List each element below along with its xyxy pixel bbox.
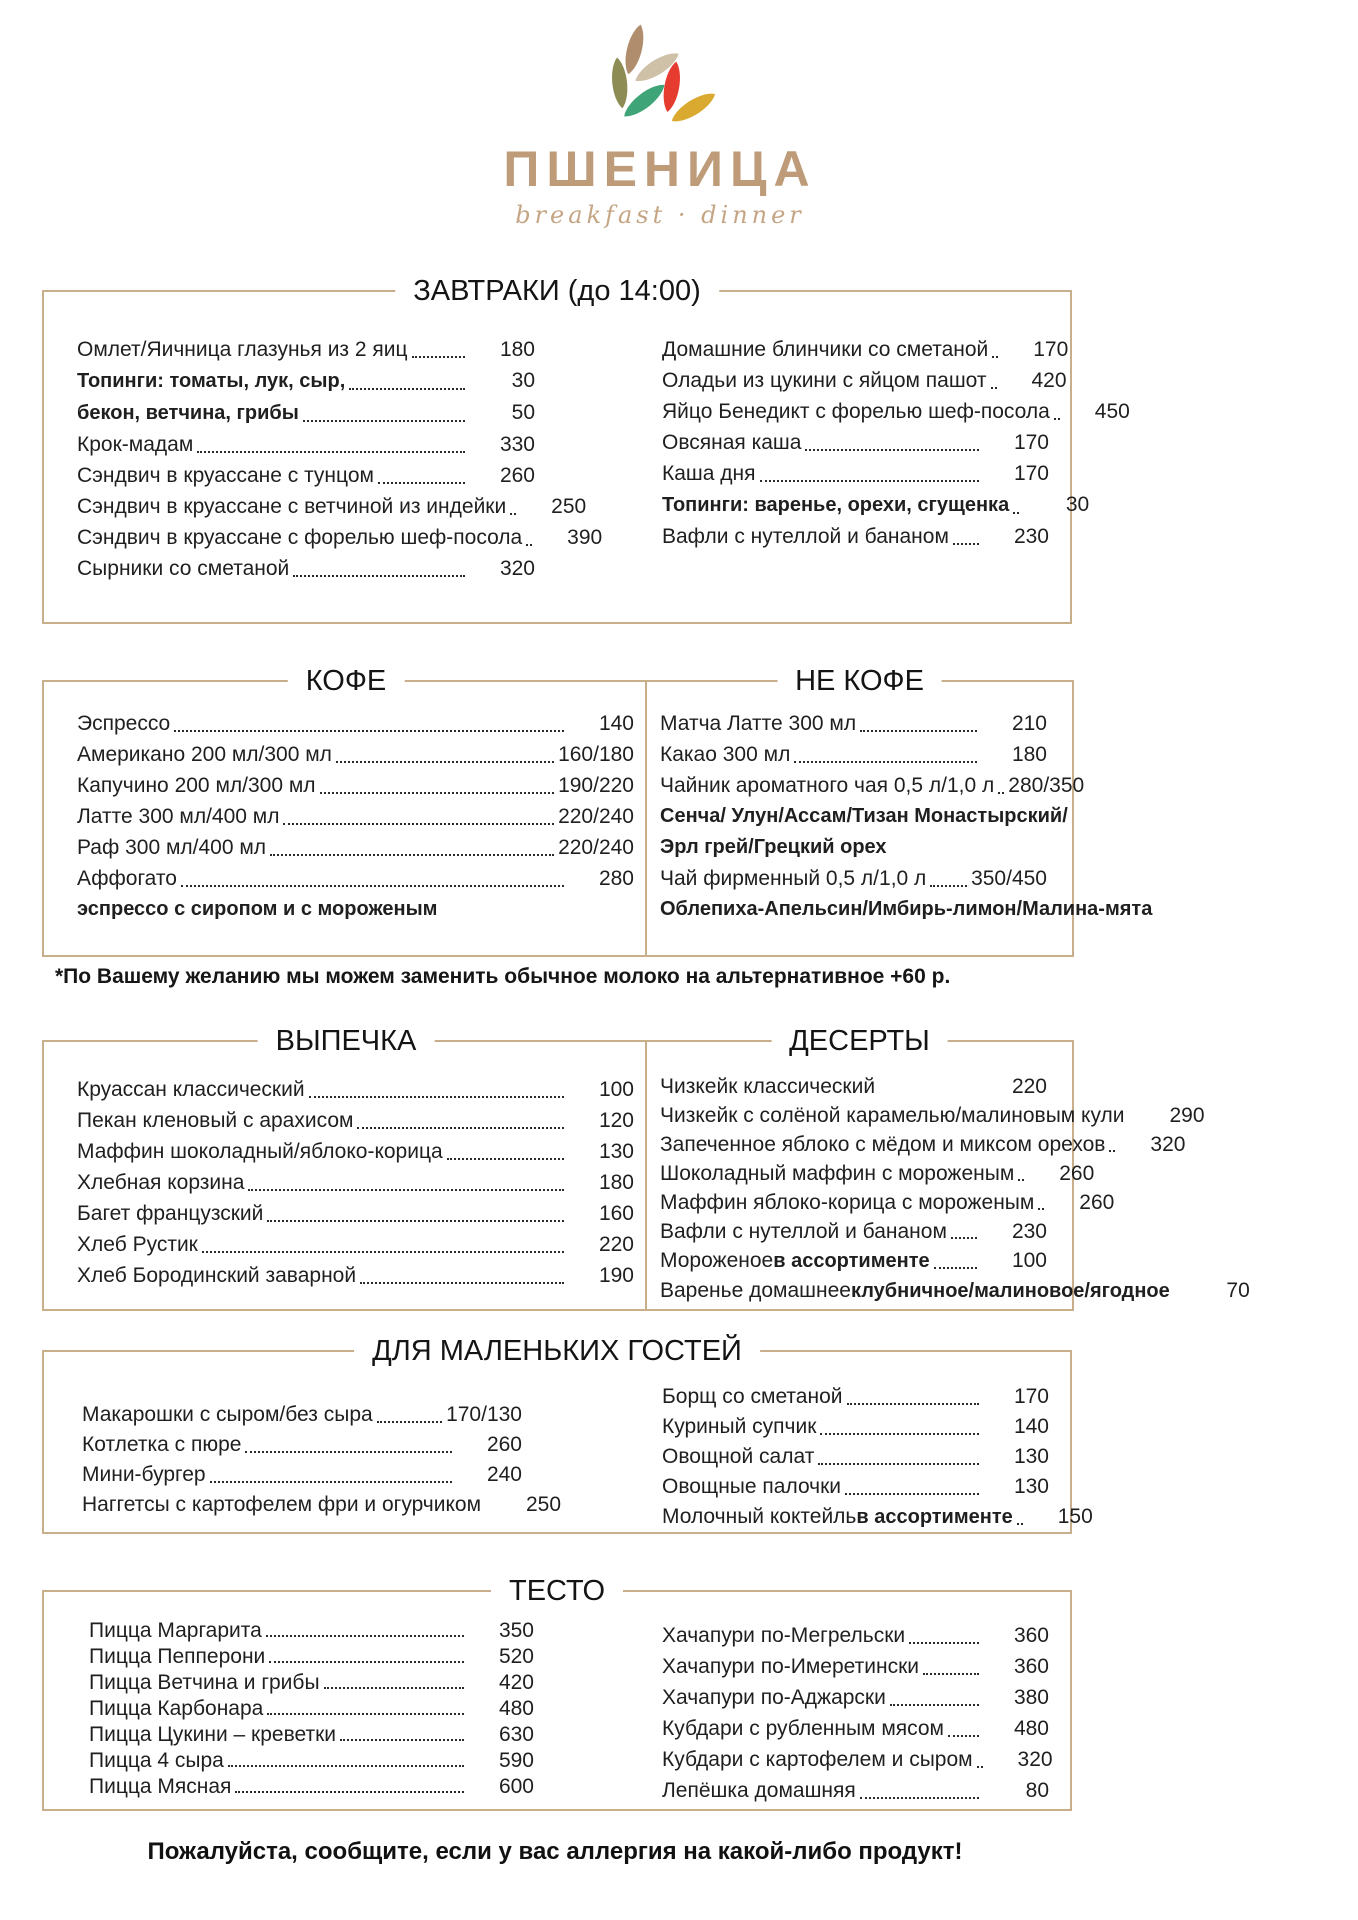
desserts-items: [647, 1042, 1250, 1306]
item-name: Овсяная каша: [662, 431, 802, 454]
section-title-kids: ДЛЯ МАЛЕНЬКИХ ГОСТЕЙ: [354, 1331, 760, 1371]
item-name: Каша дня: [662, 462, 756, 485]
item-name: Чайник ароматного чая 0,5 л/1,0 л: [660, 774, 995, 797]
item-name: Хлеб Бородинский заварной: [77, 1264, 357, 1287]
dot-leader: [228, 1765, 464, 1767]
item-name: Пицца Цукини – креветки: [89, 1723, 337, 1746]
item-name: Сэндвич в круассане с ветчиной из индейки: [77, 495, 507, 518]
menu-item-row: [77, 1229, 634, 1260]
menu-item-row: [662, 1744, 1053, 1775]
menu-item-row: [77, 1105, 634, 1136]
item-name: Капучино 200 мл/300 мл: [77, 774, 316, 797]
item-name: Американо 200 мл/300 мл: [77, 743, 332, 766]
item-price: 380: [1013, 1686, 1049, 1709]
item-price: 120: [598, 1109, 634, 1132]
menu-item-row: [77, 1074, 634, 1105]
menu-item-row: [82, 1460, 522, 1490]
menu-item-row: [77, 1260, 634, 1291]
item-name: Хлебная корзина: [77, 1171, 245, 1194]
item-price: 240: [486, 1463, 522, 1486]
menu-item-row: [77, 832, 634, 863]
item-name: Хлеб Рустик: [77, 1233, 198, 1256]
section-title-coffee: КОФЕ: [288, 661, 405, 701]
item-price: 30: [1065, 493, 1090, 516]
item-price: 160: [598, 1202, 634, 1225]
breakfast-right-column: [662, 334, 1130, 552]
item-name-bold: клубничное/малиновое/ягодное: [850, 1280, 1170, 1302]
item-name: Сырники со сметаной: [77, 557, 290, 580]
dot-leader: [336, 761, 554, 763]
item-price: 130: [1013, 1445, 1049, 1468]
menu-item-row: [660, 832, 1047, 863]
item-price: 350: [498, 1619, 534, 1642]
item-name: Оладьи из цукини с яйцом пашот: [662, 369, 987, 392]
dot-leader: [283, 823, 554, 825]
item-price: 220/240: [558, 805, 634, 828]
dot-leader: [181, 885, 564, 887]
item-name: Котлетка с пюре: [82, 1433, 242, 1456]
dot-leader: [349, 388, 465, 390]
menu-item-row: [77, 1198, 634, 1229]
leaf-icon: [621, 23, 648, 76]
dot-leader: [235, 1791, 464, 1793]
logo: [0, 22, 1320, 228]
menu-item-row: [89, 1696, 534, 1722]
item-price: 480: [1013, 1717, 1049, 1740]
item-name: Какао 300 мл: [660, 743, 791, 766]
item-price: 320: [1017, 1748, 1053, 1771]
dot-leader: [805, 449, 979, 451]
menu-item-row: [662, 365, 1067, 396]
item-price: 230: [1011, 1220, 1047, 1243]
item-price: 360: [1013, 1624, 1049, 1647]
menu-item-row: [662, 1682, 1049, 1713]
menu-item-row: [89, 1748, 534, 1774]
item-price: 260: [486, 1433, 522, 1456]
section-title-bakery: ВЫПЕЧКА: [258, 1021, 435, 1061]
menu-item-row: [77, 770, 634, 801]
menu-item-row: [77, 553, 535, 584]
menu-item-row: [660, 708, 1047, 739]
item-name: Пицца Маргарита: [89, 1619, 262, 1642]
dot-leader: [930, 885, 967, 887]
dot-leader: [845, 1493, 979, 1495]
item-name: Чизкейк классический: [660, 1075, 876, 1098]
menu-item-row: [77, 460, 535, 491]
dot-leader: [447, 1158, 564, 1160]
menu-item-row: [660, 1101, 1205, 1130]
dot-leader: [992, 356, 998, 358]
dot-leader: [951, 1237, 977, 1239]
item-price: 280/350: [1008, 774, 1085, 797]
allergy-warning: Пожалуйста, сообщите, если у вас аллергия на какой-либо продукт!: [147, 1838, 963, 1865]
item-name: Домашние блинчики со сметаной: [662, 338, 989, 361]
dot-leader: [269, 1661, 464, 1663]
section-breakfast: [42, 275, 1130, 624]
item-name: Сэндвич в круассане с форелью шеф-посола: [77, 526, 523, 549]
menu-item-row: [77, 334, 535, 365]
menu-item-row: [77, 491, 587, 522]
item-name-bold: Облепиха-Апельсин/Имбирь-лимон/Малина-мята: [660, 898, 1153, 920]
item-name: Сэндвич в круассане с тунцом: [77, 464, 374, 487]
dot-leader: [174, 730, 564, 732]
dot-leader: [760, 480, 980, 482]
dot-leader: [1017, 1523, 1023, 1525]
menu-item-row: [660, 1159, 1095, 1188]
bakery-items: [44, 1042, 648, 1291]
item-name: Мороженое: [660, 1249, 774, 1272]
menu-item-row: [662, 1775, 1049, 1806]
item-name: Овощные палочки: [662, 1475, 842, 1498]
kids-left-column: [82, 1400, 562, 1520]
menu-item-row: [89, 1670, 534, 1696]
item-price: 420: [1031, 369, 1067, 392]
dot-leader: [267, 1713, 464, 1715]
item-name: Маффин яблоко-корица с мороженым: [660, 1191, 1035, 1214]
item-name: Хачапури по-Аджарски: [662, 1686, 886, 1709]
section-coffee: [42, 665, 650, 957]
item-price: 480: [498, 1697, 534, 1720]
menu-item-row: [662, 489, 1090, 521]
restaurant-name: ПШЕНИЦА: [503, 141, 817, 197]
item-price: 330: [499, 433, 535, 456]
milk-substitute-note: *По Вашему желанию мы можем заменить обычное молоко на альтернативное +60 р.: [55, 965, 951, 988]
item-name: Раф 300 мл/400 мл: [77, 836, 267, 859]
item-price: 320: [499, 557, 535, 580]
section-desserts: [645, 1025, 1250, 1311]
item-price: 230: [1013, 525, 1049, 548]
dot-leader: [860, 730, 977, 732]
item-price: 220: [598, 1233, 634, 1256]
menu-item-row: [77, 708, 634, 739]
item-name: Хачапури по-Мегрельски: [662, 1624, 906, 1647]
item-name: Круассан классический: [77, 1078, 305, 1101]
dot-leader: [998, 792, 1004, 794]
menu-item-row: [662, 334, 1069, 365]
item-name-bold: Топинги: томаты, лук, сыр,: [77, 370, 346, 392]
dot-leader: [377, 1421, 442, 1423]
item-price: 520: [498, 1645, 534, 1668]
section-title-desserts: ДЕСЕРТЫ: [771, 1021, 948, 1061]
dot-leader: [948, 1735, 979, 1737]
item-price: 130: [1013, 1475, 1049, 1498]
dot-leader: [320, 792, 555, 794]
item-name: Латте 300 мл/400 мл: [77, 805, 280, 828]
dot-leader: [1109, 1150, 1115, 1152]
menu-item-row: [662, 1713, 1049, 1744]
item-name: Лепёшка домашняя: [662, 1779, 856, 1802]
menu-item-row: [662, 1382, 1049, 1412]
item-price: 360: [1013, 1655, 1049, 1678]
dough-left-column: [89, 1618, 534, 1800]
item-name: Борщ со сметаной: [662, 1385, 843, 1408]
menu-item-row: [662, 1502, 1093, 1532]
item-price: 260: [1059, 1162, 1095, 1185]
item-name-bold: Сенча/ Улун/Ассам/Тизан Монастырский/: [660, 805, 1068, 827]
item-price: 600: [498, 1775, 534, 1798]
dot-leader: [526, 544, 532, 546]
item-name: Крок-мадам: [77, 433, 194, 456]
menu-item-row: [660, 801, 1068, 832]
item-price: 50: [511, 401, 535, 424]
item-name: Яйцо Бенедикт с форелью шеф-посола: [662, 400, 1050, 423]
dot-leader: [266, 1635, 464, 1637]
menu-item-row: [662, 1412, 1049, 1442]
item-price: 170: [1013, 462, 1049, 485]
dot-leader: [303, 420, 465, 422]
dot-leader: [293, 575, 465, 577]
breakfast-left-column: [77, 334, 603, 584]
menu-item-row: [77, 894, 634, 925]
item-name: Макарошки с сыром/без сыра: [82, 1403, 373, 1426]
menu-item-row: [662, 1651, 1049, 1682]
item-name-bold: Эрл грей/Грецкий орех: [660, 836, 887, 858]
menu-item-row: [77, 1136, 634, 1167]
dot-leader: [1013, 512, 1019, 514]
item-price: 130: [598, 1140, 634, 1163]
dot-leader: [202, 1251, 564, 1253]
menu-item-row: [660, 1246, 1047, 1276]
section-kids: [42, 1335, 1093, 1534]
menu-item-row: [662, 396, 1130, 427]
item-price: 260: [1079, 1191, 1115, 1214]
item-name: Наггетсы с картофелем фри и огурчиком: [82, 1493, 482, 1516]
item-name-bold: Топинги: варенье, орехи, сгущенка: [662, 494, 1010, 516]
menu-item-row: [662, 1620, 1049, 1651]
item-name: Чай фирменный 0,5 л/1,0 л: [660, 867, 927, 890]
dot-leader: [267, 1220, 564, 1222]
item-price: 260: [499, 464, 535, 487]
section-dough: [42, 1575, 1072, 1811]
menu-item-row: [89, 1618, 534, 1644]
item-name: Кубдари с картофелем и сыром: [662, 1748, 973, 1771]
menu-item-row: [662, 521, 1049, 552]
item-price: 170: [1013, 431, 1049, 454]
dot-leader: [510, 513, 516, 515]
item-price: 140: [1013, 1415, 1049, 1438]
item-name: Овощной салат: [662, 1445, 815, 1468]
item-name: Пицца Пепперони: [89, 1645, 266, 1668]
menu-item-row: [77, 863, 634, 894]
item-price: 70: [1226, 1279, 1250, 1302]
wheat-leaves-icon: [601, 22, 719, 134]
item-name-bold: в ассортименте: [856, 1506, 1013, 1528]
logo-tagline: breakfast · dinner: [515, 201, 805, 229]
item-name: Маффин шоколадный/яблоко-корица: [77, 1140, 443, 1163]
item-price: 100: [1011, 1249, 1047, 1272]
item-name: Шоколадный маффин с мороженым: [660, 1162, 1015, 1185]
item-price: 210: [1011, 712, 1047, 735]
menu-item-row: [77, 739, 634, 770]
section-title-breakfast: ЗАВТРАКИ (до 14:00): [395, 271, 719, 311]
item-price: 420: [498, 1671, 534, 1694]
menu-item-row: [77, 1167, 634, 1198]
menu-item-row: [660, 894, 1153, 925]
item-price: 220/240: [558, 836, 634, 859]
dot-leader: [1038, 1208, 1044, 1210]
menu-item-row: [77, 365, 535, 397]
dot-leader: [340, 1739, 464, 1741]
menu-item-row: [660, 1217, 1047, 1246]
menu-item-row: [662, 1472, 1049, 1502]
item-name: Пицца Карбонара: [89, 1697, 264, 1720]
kids-right-column: [662, 1382, 1093, 1532]
dot-leader: [953, 543, 979, 545]
menu-item-row: [662, 427, 1049, 458]
dot-leader: [909, 1642, 979, 1644]
dot-leader: [1054, 418, 1060, 420]
coffee-items: [44, 682, 648, 925]
dot-leader: [378, 482, 465, 484]
dot-leader: [977, 1766, 983, 1768]
item-name: Аффогато: [77, 867, 177, 890]
item-price: 390: [567, 526, 603, 549]
item-price: 250: [551, 495, 587, 518]
item-price: 190: [598, 1264, 634, 1287]
section-title-not-coffee: НЕ КОФЕ: [777, 661, 942, 701]
menu-item-row: [82, 1490, 562, 1520]
menu-item-row: [660, 1130, 1186, 1159]
item-name: Мини-бургер: [82, 1463, 206, 1486]
menu-item-row: [77, 801, 634, 832]
menu-item-row: [660, 863, 1047, 894]
item-name: Кубдари с рубленным мясом: [662, 1717, 944, 1740]
menu-item-row: [89, 1774, 534, 1800]
dough-right-column: [662, 1620, 1053, 1806]
dot-leader: [991, 387, 997, 389]
item-name: Пицца Ветчина и грибы: [89, 1671, 320, 1694]
item-name: Багет французский: [77, 1202, 264, 1225]
dot-leader: [818, 1463, 979, 1465]
item-price: 160/180: [558, 743, 634, 766]
item-name: Пекан кленовый с арахисом: [77, 1109, 354, 1132]
dot-leader: [847, 1403, 980, 1405]
menu-item-row: [77, 429, 535, 460]
menu-item-row: [89, 1722, 534, 1748]
section-title-dough: ТЕСТО: [491, 1571, 623, 1611]
menu-item-row: [662, 1442, 1049, 1472]
item-name: Хачапури по-Имеретински: [662, 1655, 920, 1678]
item-name: Омлет/Яичница глазунья из 2 яиц: [77, 338, 408, 361]
item-name: Чизкейк с солёной карамелью/малиновым кули: [660, 1104, 1125, 1127]
menu-item-row: [89, 1644, 534, 1670]
item-name: Варенье домашнее: [660, 1279, 851, 1302]
item-price: 290: [1169, 1104, 1205, 1127]
dot-leader: [1018, 1179, 1024, 1181]
menu-item-row: [660, 1072, 1047, 1101]
item-name-bold: бекон, ветчина, грибы: [77, 402, 299, 424]
item-name: Запеченное яблоко с мёдом и миксом орехов: [660, 1133, 1106, 1156]
dot-leader: [324, 1687, 464, 1689]
item-price: 450: [1094, 400, 1130, 423]
menu-item-row: [660, 1276, 1250, 1306]
menu-item-row: [82, 1400, 522, 1430]
menu-item-row: [77, 522, 603, 553]
section-not-coffee: [645, 665, 1153, 957]
item-price: 170: [1033, 338, 1069, 361]
item-price: 170/130: [446, 1403, 522, 1426]
dot-leader: [890, 1704, 979, 1706]
item-price: 100: [598, 1078, 634, 1101]
item-name: Пицца Мясная: [89, 1775, 232, 1798]
item-price: 180: [1011, 743, 1047, 766]
dot-leader: [245, 1451, 452, 1453]
item-price: 190/220: [558, 774, 634, 797]
dot-leader: [197, 451, 465, 453]
dot-leader: [248, 1189, 564, 1191]
not-coffee-items: [647, 682, 1153, 925]
item-price: 590: [498, 1749, 534, 1772]
item-name: Эспрессо: [77, 712, 171, 735]
item-price: 150: [1057, 1505, 1093, 1528]
menu-item-row: [82, 1430, 522, 1460]
menu-item-row: [660, 1188, 1115, 1217]
item-price: 30: [511, 369, 535, 392]
dot-leader: [794, 761, 977, 763]
item-name-bold: в ассортименте: [773, 1250, 930, 1272]
item-price: 80: [1025, 1779, 1049, 1802]
item-name: Молочный коктейль: [662, 1505, 857, 1528]
menu-item-row: [662, 458, 1049, 489]
dot-leader: [360, 1282, 564, 1284]
dot-leader: [210, 1481, 452, 1483]
item-price: 220: [1011, 1075, 1047, 1098]
item-name: Куриный супчик: [662, 1415, 817, 1438]
dot-leader: [820, 1433, 979, 1435]
item-price: 350/450: [971, 867, 1047, 890]
item-name-bold: эспрессо с сиропом и с мороженым: [77, 898, 438, 920]
item-price: 630: [498, 1723, 534, 1746]
dot-leader: [270, 854, 554, 856]
dot-leader: [923, 1673, 979, 1675]
item-name: Матча Латте 300 мл: [660, 712, 857, 735]
item-price: 250: [525, 1493, 562, 1516]
item-price: 180: [598, 1171, 634, 1194]
item-name: Вафли с нутеллой и бананом: [662, 525, 949, 548]
dot-leader: [309, 1096, 564, 1098]
dot-leader: [412, 356, 465, 358]
menu-item-row: [660, 770, 1085, 801]
dot-leader: [357, 1127, 564, 1129]
dot-leader: [860, 1797, 979, 1799]
item-price: 180: [499, 338, 535, 361]
item-name: Пицца 4 сыра: [89, 1749, 224, 1772]
dot-leader: [934, 1267, 977, 1269]
item-price: 170: [1013, 1385, 1049, 1408]
section-bakery: [42, 1025, 650, 1311]
item-price: 140: [598, 712, 634, 735]
item-price: 320: [1150, 1133, 1186, 1156]
menu-item-row: [660, 739, 1047, 770]
menu-item-row: [77, 397, 535, 429]
item-name: Вафли с нутеллой и бананом: [660, 1220, 947, 1243]
item-price: 280: [598, 867, 634, 890]
